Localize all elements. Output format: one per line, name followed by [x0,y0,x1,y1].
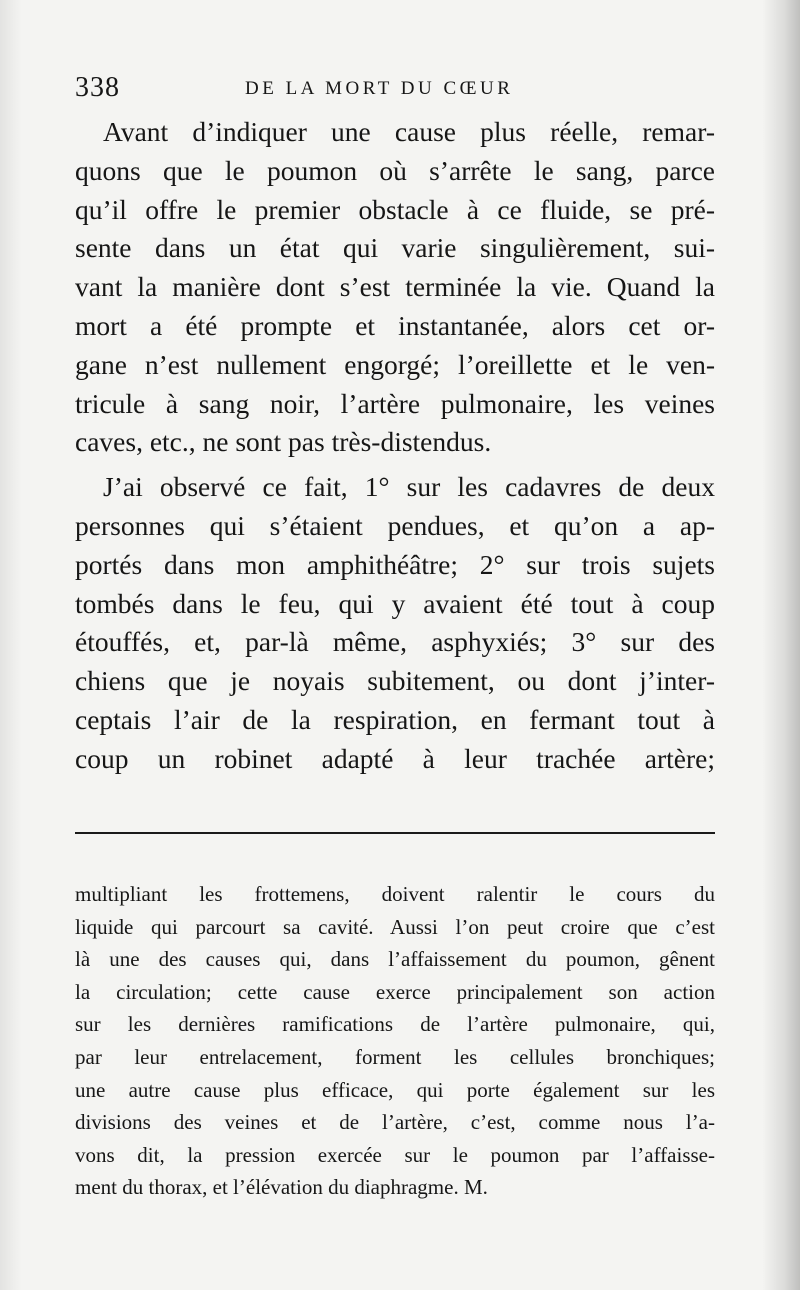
footnote-line: liquide qui parcourt sa cavité. Aussi l’on peut croire que c’est [75,914,715,939]
footnote-line: ment du thorax, et l’élévation du diaphragme. M. [75,1175,488,1200]
text-line: tombés dans le feu, qui y avaient été tout à coup [75,587,715,619]
page-edge-shadow [762,0,800,1290]
text-line: portés dans mon amphithéâtre; 2° sur trois sujets [75,548,715,580]
text-line: qu’il offre le premier obstacle à ce fluide, se pré- [75,193,715,225]
paragraph [75,113,715,462]
footnote-line: sur les dernières ramifications de l’artère pulmonaire, qui, [75,1012,715,1037]
body-text [75,113,715,779]
footnote-line: là une des causes qui, dans l’affaissement du poumon, gênent [75,947,715,972]
text-line: chiens que je noyais subitement, ou dont j’inter- [75,665,715,697]
page-number: 338 [75,72,120,103]
text-line: étouffés, et, par-là même, asphyxiés; 3° sur des [75,626,715,658]
text-line: ceptais l’air de la respiration, en fermant tout à [75,703,715,735]
footnote-line: la circulation; cette cause exerce principalement son action [75,979,715,1004]
page-header [75,72,715,108]
text-line: caves, etc., ne sont pas très-distendus. [75,426,492,458]
footnote-divider [75,832,715,834]
footnote-line: par leur entrelacement, forment les cellules bronchiques; [75,1044,715,1069]
footnote-line: une autre cause plus efficace, qui porte également sur les [75,1077,715,1102]
paragraph [75,468,715,778]
text-line: coup un robinet adapté à leur trachée artère; [75,742,715,774]
text-line: vant la manière dont s’est terminée la vie. Quand la [75,271,715,303]
footnote [75,878,715,1204]
text-line: gane n’est nullement engorgé; l’oreillette et le ven- [75,348,715,380]
text-line: tricule à sang noir, l’artère pulmonaire, les veines [75,387,715,419]
text-line: Avant d’indiquer une cause plus réelle, remar- [103,116,715,147]
text-line: mort a été prompte et instantanée, alors cet or- [75,309,715,341]
footnote-line: vons dit, la pression exercée sur le poumon par l’affaisse- [75,1142,715,1167]
footnote-line: multipliant les frottemens, doivent ralentir le cours du [75,882,715,906]
running-head: DE LA MORT DU CŒUR [245,78,514,99]
text-line: sente dans un état qui varie singulièrement, sui- [75,232,715,264]
page-gutter-shadow [0,0,22,1290]
footnote-line: divisions des veines et de l’artère, c’est, comme nous l’a- [75,1110,715,1135]
text-line: personnes qui s’étaient pendues, et qu’on a ap- [75,509,715,541]
text-line: J’ai observé ce fait, 1° sur les cadavres de deux [103,471,715,503]
text-line: quons que le poumon où s’arrête le sang, parce [75,154,715,186]
